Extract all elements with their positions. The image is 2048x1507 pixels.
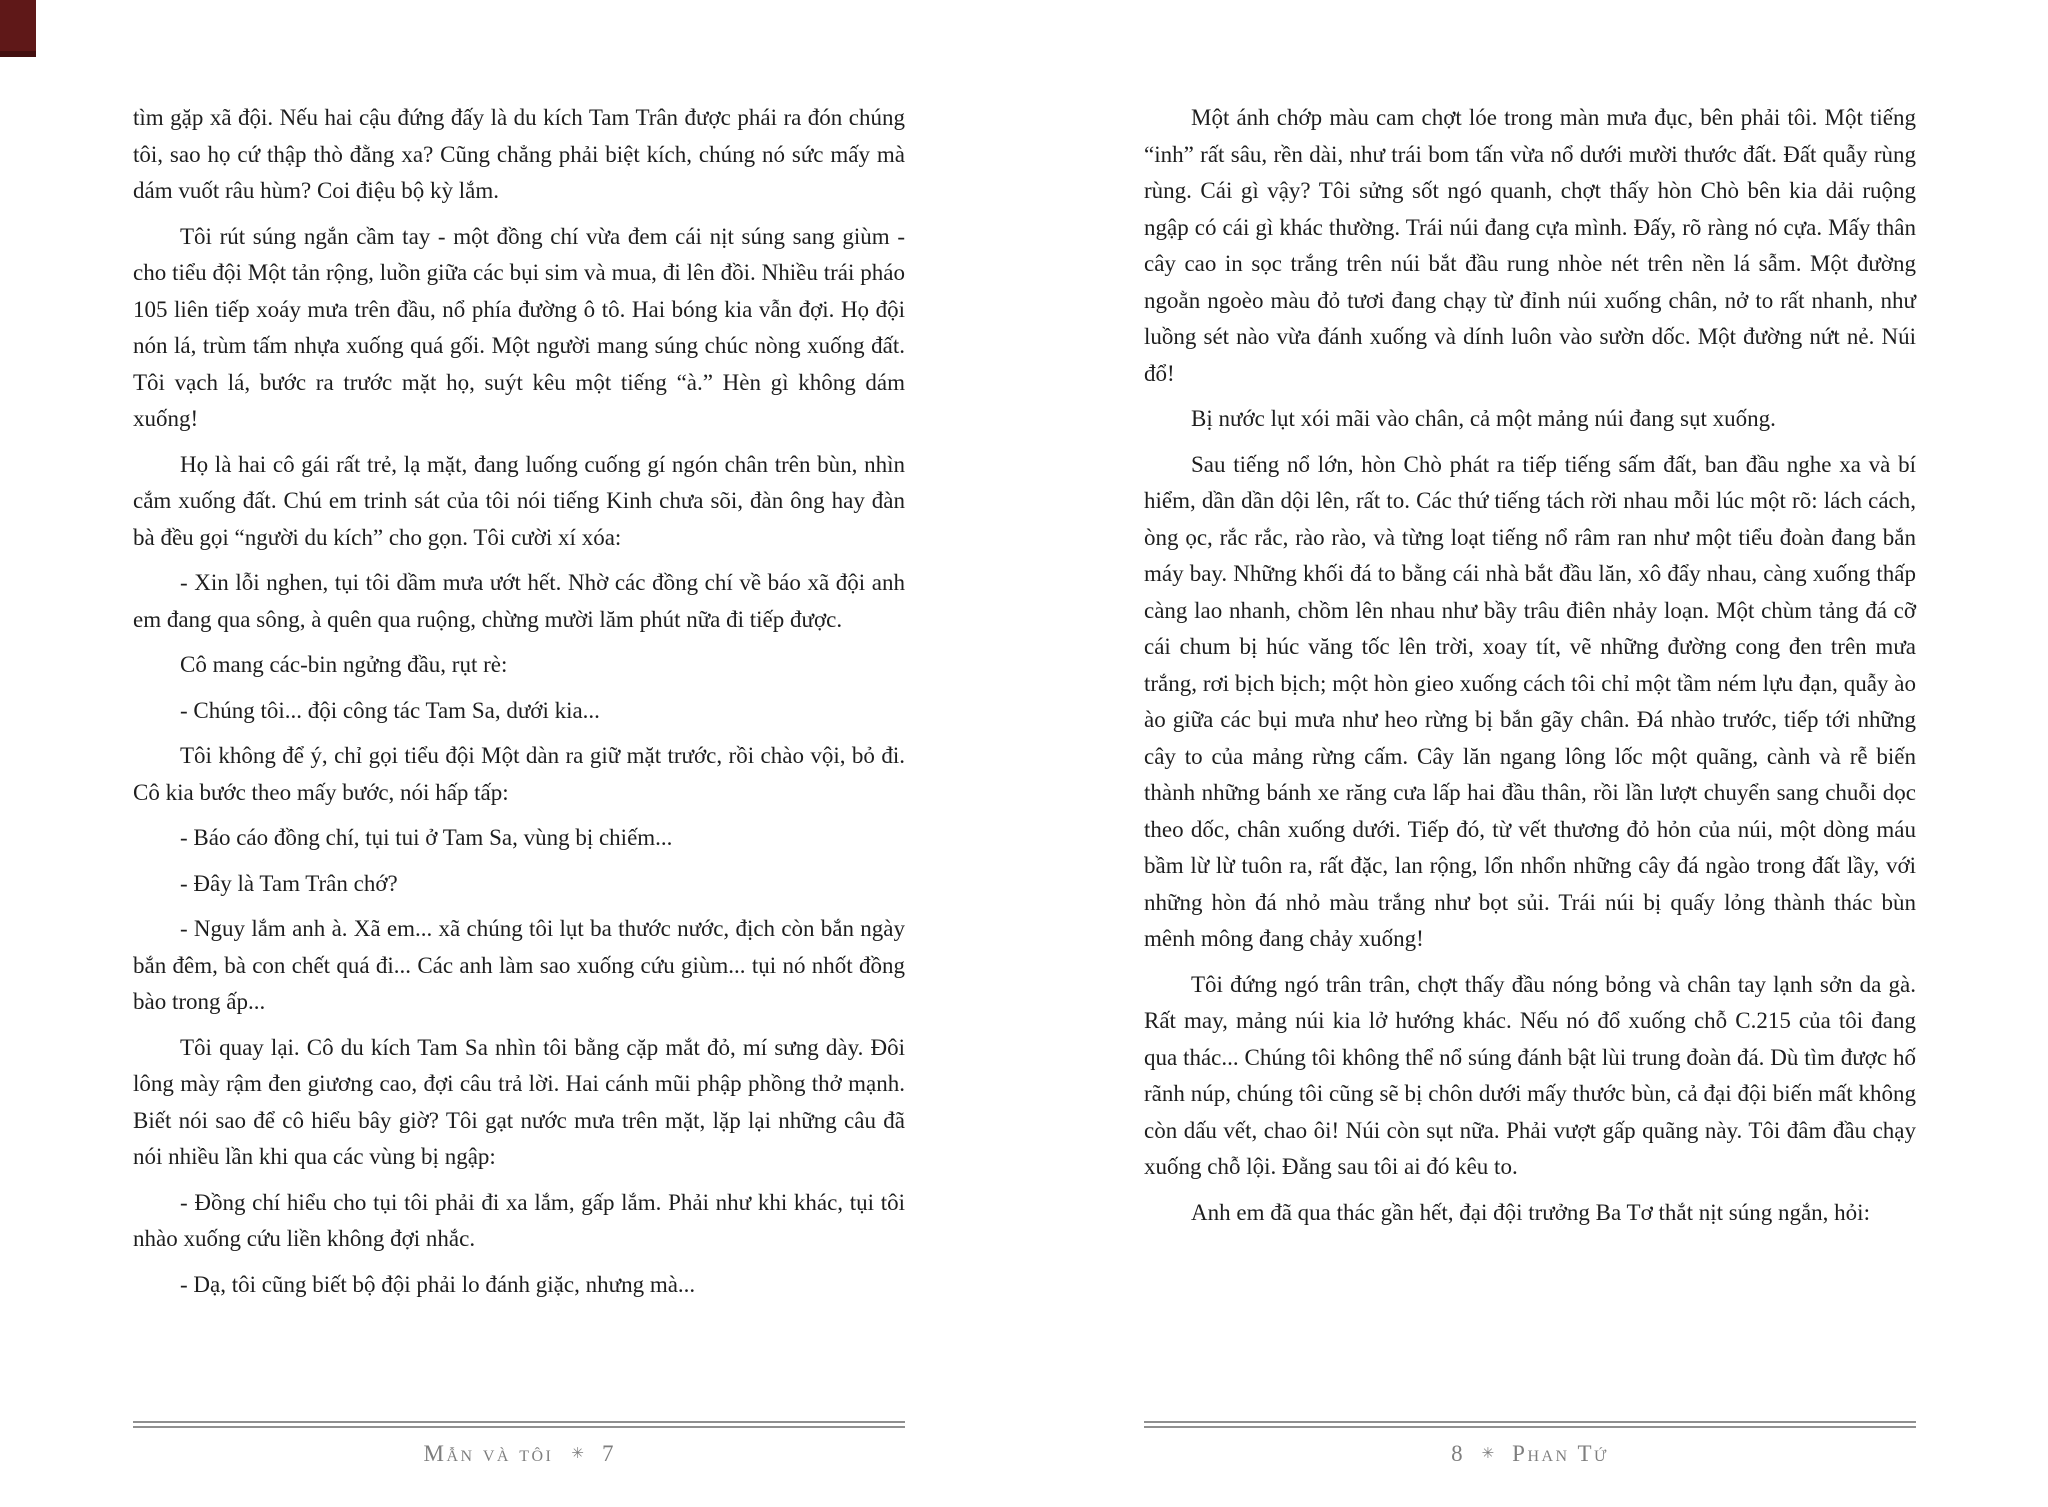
paragraph: Sau tiếng nổ lớn, hòn Chò phát ra tiếp tiếng sấm đất, ban đầu nghe xa và bí hiểm, dần dần dội lên, rất to. Các thứ tiếng tách rời nhau mỗi lúc một rõ: lách cách, òng ọc, rắc rắc, rào rào, và từng loạt tiếng nổ râm ran như một tiểu đoàn đang bắn máy bay. Những khối đá to bằng cái nhà bắt đầu lăn, xô đẩy nhau, càng xuống thấp càng lao nhanh, chồm lên nhau như bầy trâu điên nhảy loạn. Một chùm tảng đá cỡ cái chum bị húc văng tốc lên trời, xoay tít, vẽ những đường cong đen trên mưa trắng, rơi bịch bịch; một hòn gieo xuống cách tôi chỉ một tầm ném lựu đạn, quẫy ào ào giữa các bụi mưa như heo rừng bị bắn gãy chân. Đá nhào trước, tiếp tới những cây to của mảng rừng cấm. Cây lăn ngang lông lốc một quãng, cành và rễ biến thành những bánh xe răng cưa lấp hai đầu thân, rồi lần lượt chuyển sang chuỗi dọc theo dốc, chân xuống dưới. Tiếp đó, từ vết thương đỏ hỏn của núi, một dòng máu bầm lừ lừ tuôn ra, rất đặc, lan rộng, lổn nhổn những cây đá ngào trong đất lầy, với những hòn đá nhỏ màu trắng như bọt sủi. Trái núi bị quấy lỏng thành thác bùn mênh mông đang chảy xuống!: [1144, 451, 1916, 951]
paragraph: Tôi quay lại. Cô du kích Tam Sa nhìn tôi bằng cặp mắt đỏ, mí sưng dày. Đôi lông mày rậm đen giương cao, đợi câu trả lời. Hai cánh mũi phập phồng thở mạnh. Biết nói sao để cô hiểu bây giờ? Tôi gạt nước mưa trên mặt, lặp lại những câu đã nói nhiều lần khi qua các vùng bị ngập:: [133, 1034, 905, 1169]
asterisk-separator-icon: ✳: [571, 1446, 584, 1462]
page-number-right: 8: [1451, 1441, 1464, 1466]
paragraph: - Nguy lắm anh à. Xã em... xã chúng tôi lụt ba thước nước, địch còn bắn ngày bắn đêm, bà con chết quá đi... Các anh làm sao xuống cứu giùm... tụi nó nhốt đồng bào trong ấp...: [133, 916, 905, 1014]
author-name: Phan Tứ: [1512, 1441, 1609, 1466]
paragraph: Tôi đứng ngó trân trân, chợt thấy đầu nóng bỏng và chân tay lạnh sởn da gà. Rất may, mảng núi kia lở hướng khác. Nếu nó đổ xuống chỗ C.215 của tôi đang qua thác... Chúng tôi không thể nổ súng đánh bật lùi trung đoàn đá. Dù tìm được hố rãnh núp, chúng tôi cũng sẽ bị chôn dưới mấy thước bùn, cả đại đội biến mất không còn dấu vết, chao ôi! Núi còn sụt nữa. Phải vượt gấp quãng này. Tôi đâm đầu chạy xuống chỗ lội. Đằng sau tôi ai đó kêu to.: [1144, 971, 1916, 1179]
paragraph: Tôi không để ý, chỉ gọi tiểu đội Một dàn ra giữ mặt trước, rồi chào vội, bỏ đi. Cô kia bước theo mấy bước, nói hấp tấp:: [133, 743, 905, 805]
paragraph: - Báo cáo đồng chí, tụi tui ở Tam Sa, vùng bị chiếm...: [180, 825, 673, 850]
paragraph: Một ánh chớp màu cam chợt lóe trong màn mưa đục, bên phải tôi. Một tiếng “inh” rất sâu, rền dài, như trái bom tấn vừa nổ dưới mười thước đất. Đất quẫy rùng rùng. Cái gì vậy? Tôi sửng sốt ngó quanh, chợt thấy hòn Chò bên kia dải ruộng ngập có cái gì khác thường. Trái núi đang cựa mình. Đấy, rõ ràng nó cựa. Mấy thân cây cao in sọc trắng trên núi bắt đầu rung nhòe nét trên nền lá sẫm. Một đường ngoằn ngoèo màu đỏ tươi đang chạy từ đỉnh núi xuống chân, nở to rất nhanh, như luồng sét nào vừa đánh xuống và dính luôn vào sườn dốc. Một đường nứt nẻ. Núi đổ!: [1144, 105, 1916, 386]
bookmark-ribbon: [0, 0, 36, 57]
footer-running-title-line: [133, 1441, 905, 1467]
page-right: [1144, 0, 1916, 1507]
paragraph: Cô mang các-bin ngửng đầu, rụt rè:: [180, 652, 508, 677]
paragraph: Bị nước lụt xói mãi vào chân, cả một mảng núi đang sụt xuống.: [1191, 406, 1776, 431]
page-number-left: 7: [601, 1441, 615, 1466]
page-left: [133, 0, 905, 1507]
page-right-body: [1144, 100, 1916, 1240]
running-title: Mẫn và tôi: [423, 1441, 554, 1466]
paragraph: - Đây là Tam Trân chớ?: [180, 870, 398, 896]
asterisk-separator-icon: ✳: [1481, 1446, 1495, 1462]
page-right-footer: [1144, 1421, 1916, 1467]
paragraph: tìm gặp xã đội. Nếu hai cậu đứng đấy là du kích Tam Trân được phái ra đón chúng tôi, sao họ cứ thập thò đằng xa? Cũng chẳng phải biệt kích, chúng nó sức mấy mà dám vuốt râu hùm? Coi điệu bộ kỳ lắm.: [133, 105, 905, 203]
paragraph: Anh em đã qua thác gần hết, đại đội trưởng Ba Tơ thắt nịt súng ngắn, hỏi:: [1191, 1199, 1870, 1225]
paragraph: - Dạ, tôi cũng biết bộ đội phải lo đánh giặc, nhưng mà...: [180, 1271, 696, 1297]
footer-author-line: [1144, 1441, 1916, 1467]
paragraph: Họ là hai cô gái rất trẻ, lạ mặt, đang luống cuống gí ngón chân trên bùn, nhìn cắm xuống đất. Chú em trinh sát của tôi nói tiếng Kinh chưa sõi, đàn ông hay đàn bà đều gọi “người du kích” cho gọn. Tôi cười xí xóa:: [133, 451, 905, 550]
paragraph: - Đồng chí hiểu cho tụi tôi phải đi xa lắm, gấp lắm. Phải như khi khác, tụi tôi nhào xuống cứu liền không đợi nhắc.: [133, 1189, 905, 1251]
paragraph: Tôi rút súng ngắn cầm tay - một đồng chí vừa đem cái nịt súng sang giùm - cho tiểu đội Một tản rộng, luồn giữa các bụi sim và mua, đi lên đồi. Nhiều trái pháo 105 liên tiếp xoáy mưa trên đầu, nổ phía đường ô tô. Hai bóng kia vẫn đợi. Họ đội nón lá, trùm tấm nhựa xuống quá gối. Một người mang súng chúc nòng xuống đất. Tôi vạch lá, bước ra trước mặt họ, suýt kêu một tiếng “à.” Hèn gì không dám xuống!: [133, 223, 905, 431]
paragraph: - Chúng tôi... đội công tác Tam Sa, dưới kia...: [180, 697, 600, 723]
footer-double-rule: [1144, 1421, 1916, 1428]
paragraph: - Xin lỗi nghen, tụi tôi dầm mưa ướt hết. Nhờ các đồng chí về báo xã đội anh em đang qua sông, à quên qua ruộng, chừng mười lăm phút nữa đi tiếp được.: [133, 570, 905, 632]
page-left-footer: [133, 1421, 905, 1467]
page-left-body: [133, 100, 905, 1312]
footer-double-rule: [133, 1421, 905, 1428]
